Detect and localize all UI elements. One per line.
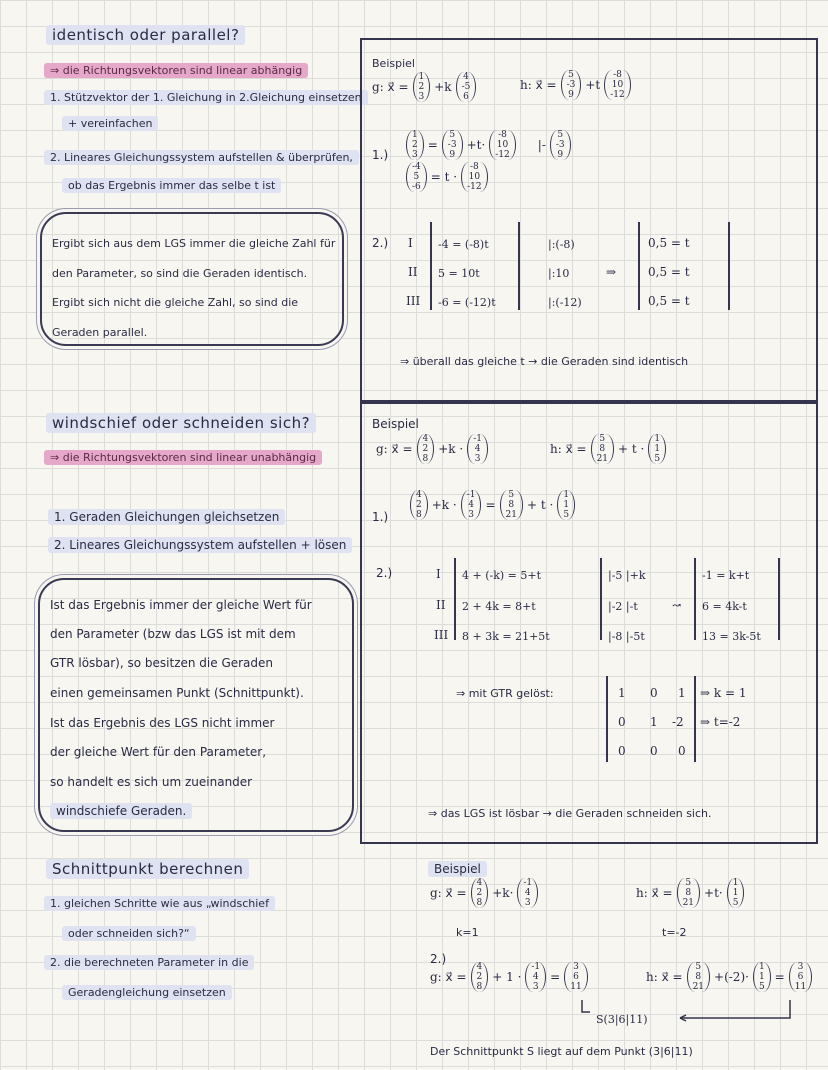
section2-step2: 2. Lineares Gleichungssystem aufstellen + lösen: [48, 538, 352, 553]
example2-g-equation: g: x⃗ = 4 2 8 +k · -1 4 3: [376, 434, 490, 464]
ex2-arrow: ↝: [672, 599, 682, 612]
section2-note-line2: den Parameter (bzw das LGS ist mit dem: [50, 627, 296, 641]
section2-note-line4: einen gemeinsamen Punkt (Schnittpunkt).: [50, 686, 304, 700]
example2-gtr: ⇒ mit GTR gelöst:: [456, 687, 554, 700]
section2-step1: 1. Geraden Gleichungen gleichsetzen: [48, 510, 285, 525]
example3-final: Der Schnittpunkt S liegt auf dem Punkt (3|6|11): [430, 1045, 693, 1058]
section2-title: windschief oder schneiden sich?: [46, 416, 316, 431]
section2-note-cloud: [38, 578, 354, 832]
section2-note-line1: Ist das Ergebnis immer der gleiche Wert für: [50, 598, 312, 612]
matrix-cell: 1: [678, 686, 686, 700]
matrix-cell: 0: [618, 715, 626, 729]
ex1-row1-op: |:(-8): [548, 238, 575, 251]
section1-note-line4: Geraden parallel.: [52, 326, 148, 339]
h-support-vector: 5 -3 9: [561, 70, 582, 100]
ex1-row2-roman: II: [408, 265, 418, 279]
ex2-row3-op: |-8 |-5t: [608, 630, 645, 643]
example3-k-value: k=1: [456, 926, 479, 939]
ex1-row3-eq: -6 = (-12)t: [438, 296, 496, 309]
section1-step1-cont: + vereinfachen: [62, 116, 158, 131]
section2-note-line3: GTR lösbar), so besitzen die Geraden: [50, 656, 274, 670]
ex2-row2-roman: II: [436, 598, 446, 612]
g-support-vector: 1 2 3: [413, 72, 431, 102]
ex1-row3-res: 0,5 = t: [648, 294, 690, 308]
ex2-row1-res: -1 = k+t: [702, 569, 750, 582]
ex1-row2-eq: 5 = 10t: [438, 267, 480, 280]
ex1-row3-roman: III: [406, 294, 421, 308]
example2-step1-label: 1.): [372, 510, 389, 524]
matrix-cell: 1: [650, 715, 658, 729]
ex1-row2-res: 0,5 = t: [648, 265, 690, 279]
section2-note-line7: so handelt es sich um zueinander: [50, 775, 253, 789]
ex2-row3-res: 13 = 3k-5t: [702, 630, 761, 643]
intersection-point: S(3|6|11): [596, 1013, 648, 1026]
example1-h-equation: h: x⃗ = 5 -3 9 +t -8 10 -12: [520, 70, 633, 100]
section1-title: identisch oder parallel?: [46, 28, 245, 43]
ex2-row1-op: |-5 |+k: [608, 569, 646, 582]
section3-step1-cont: oder schneiden sich?“: [62, 926, 196, 941]
section1-step2-cont: ob das Ergebnis immer das selbe t ist: [62, 178, 281, 193]
example1-step1-eq1: 1 2 3 = 5 -3 9 +t· -8 10 -12 |- 5 -3 9: [404, 130, 573, 160]
ex2-row2-eq: 2 + 4k = 8+t: [462, 600, 536, 613]
ex2-row2-res: 6 = 4k-t: [702, 600, 747, 613]
section1-note-line1: Ergibt sich aus dem LGS immer die gleiche Zahl für: [52, 237, 336, 250]
ex2-row1-eq: 4 + (-k) = 5+t: [462, 569, 542, 582]
example3-label: Beispiel: [428, 862, 487, 877]
matrix-cell: 1: [618, 686, 626, 700]
example1-step1-label: 1.): [372, 148, 389, 162]
matrix-cell: 0: [678, 744, 686, 758]
ex1-row2-op: |:10: [548, 267, 570, 280]
example2-step1-eq: 4 2 8 +k · -1 4 3 = 5 8 21 + t · 1 1 5: [408, 490, 577, 520]
section3-step1: 1. gleichen Schritte wie aus „windschief: [44, 896, 275, 911]
example1-step1-eq2: -4 5 -6 = t · -8 10 -12: [404, 162, 490, 192]
example2-step2-label: 2.): [376, 566, 393, 580]
example1-label: Beispiel: [372, 57, 415, 70]
example3-step2-label: 2.): [430, 952, 447, 966]
section1-condition: ⇒ die Richtungsvektoren sind linear abhängig: [44, 63, 308, 78]
matrix-cell: 0: [650, 744, 658, 758]
example1-g-equation: g: x⃗ = 1 2 3 +k 4 -5 6: [372, 72, 478, 102]
section2-note-line5: Ist das Ergebnis des LGS nicht immer: [50, 716, 275, 730]
ex2-row2-op: |-2 |-t: [608, 600, 638, 613]
ex2-row3-eq: 8 + 3k = 21+5t: [462, 630, 550, 643]
example1-step2-label: 2.): [372, 236, 389, 250]
section1-step2: 2. Lineares Gleichungssystem aufstellen & überprüfen,: [44, 150, 359, 165]
section3-step2: 2. die berechneten Parameter in die: [44, 955, 254, 970]
section2-condition: ⇒ die Richtungsvektoren sind linear unabhängig: [44, 450, 322, 465]
ex2-solution-k: ⇒ k = 1: [700, 686, 747, 700]
example3-g-calc: g: x⃗ = 4 2 8 + 1 · -1 4 3 = 3 6 11: [430, 962, 590, 992]
section3-step2-cont: Geradengleichung einsetzen: [62, 985, 232, 1000]
example3-g-equation: g: x⃗ = 4 2 8 +k· -1 4 3: [430, 878, 540, 908]
example2-box: [360, 400, 818, 844]
section1-step1: 1. Stützvektor der 1. Gleichung in 2.Gleichung einsetzen: [44, 90, 368, 105]
ex1-row1-roman: I: [408, 236, 413, 250]
matrix-cell: 0: [650, 686, 658, 700]
section3-title: Schnittpunkt berechnen: [46, 862, 249, 877]
matrix-cell: -2: [672, 715, 684, 729]
ex1-arrow: ⇒: [606, 265, 617, 279]
example3-h-calc: h: x⃗ = 5 8 21 +(-2)· 1 1 5 = 3 6 11: [646, 962, 814, 992]
example2-label: Beispiel: [372, 417, 419, 431]
ex2-row3-roman: III: [434, 628, 449, 642]
section2-note-line8: windschiefe Geraden.: [50, 804, 192, 819]
example1-conclusion: ⇒ überall das gleiche t → die Geraden sind identisch: [400, 355, 689, 368]
matrix-cell: 0: [618, 744, 626, 758]
ex1-row1-res: 0,5 = t: [648, 236, 690, 250]
example2-h-equation: h: x⃗ = 5 8 21 + t · 1 1 5: [550, 434, 668, 464]
ex2-solution-t: ⇒ t=-2: [700, 715, 741, 729]
example3-t-value: t=-2: [662, 926, 687, 939]
section1-note-line2: den Parameter, so sind die Geraden identisch.: [52, 267, 308, 280]
g-direction-vector: 4 -5 6: [456, 72, 477, 102]
ex2-row1-roman: I: [436, 567, 441, 581]
example3-h-equation: h: x⃗ = 5 8 21 +t· 1 1 5: [636, 878, 746, 908]
section2-note-line6: der gleiche Wert für den Parameter,: [50, 745, 267, 759]
ex1-row1-eq: -4 = (-8)t: [438, 238, 489, 251]
h-direction-vector: -8 10 -12: [604, 70, 631, 100]
section1-note-line3: Ergibt sich nicht die gleiche Zahl, so sind die: [52, 296, 299, 309]
example2-conclusion: ⇒ das LGS ist lösbar → die Geraden schneiden sich.: [428, 807, 712, 820]
ex1-row3-op: |:(-12): [548, 296, 582, 309]
